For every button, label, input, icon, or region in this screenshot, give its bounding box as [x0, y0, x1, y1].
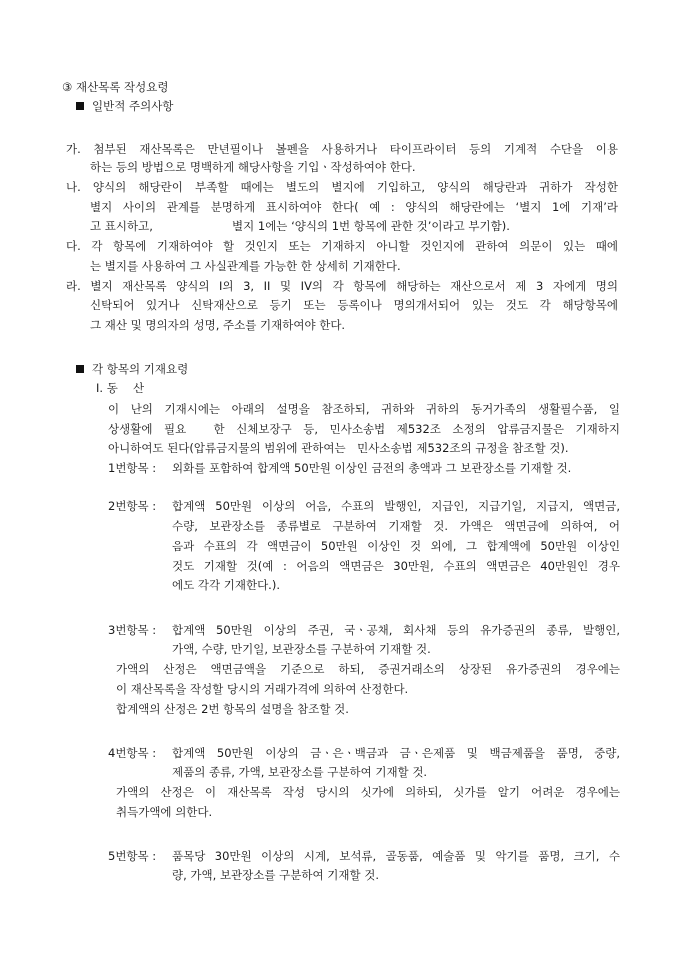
movables-heading: I. 동 산 — [96, 381, 145, 395]
note-da-line-1: 다. 각 항목에 기재하여야 할 것인지 또는 기재하지 아니할 것인지에 관하여 의문이 있는 때에 — [66, 239, 618, 253]
item4-text-line-2: 제품의 종류, 가액, 보관장소를 구분하여 기재할 것. — [172, 765, 428, 779]
item2-label: 2번항목 : — [108, 499, 157, 513]
note-da-line-2: 는 별지를 사용하여 그 사실관계를 가능한 한 상세히 기재한다. — [90, 259, 401, 273]
movables-intro-line-2: 상생활에 필요 한 신체보장구 등, 민사소송법 제532조 소정의 압류금지물은 기재하지 — [108, 422, 620, 436]
note-na-line-3a: 고 표시하고, — [90, 219, 153, 233]
item2-text-line-4: 것도 기재할 것(예 : 어음의 액면금은 30만원, 수표의 액면금은 40만원인 경우 — [172, 559, 620, 573]
item1-label: 1번항목 : — [108, 461, 157, 475]
item3-note-line-1: 가액의 산정은 액면금액을 기준으로 하되, 증권거래소의 상장된 유가증권의 경우에는 — [116, 662, 620, 676]
items-section-title: 각 항목의 기재요령 — [76, 361, 188, 377]
item2-text-line-3: 음과 수표의 각 액면금이 50만원 이상인 것 외에, 그 합계액에 50만원 이상인 — [172, 539, 620, 553]
note-na-line-2: 별지 사이의 관계를 분명하게 표시하여야 한다( 예 : 양식의 해당란에는 ‘별지 1에 기재’라 — [90, 200, 618, 214]
square-bullet-icon — [76, 365, 84, 373]
item4-note-line-1: 가액의 산정은 이 재산목록 작성 당시의 싯가에 의하되, 싯가를 알기 어려운 경우에는 — [116, 785, 620, 799]
item3-text-line-2: 가액, 수량, 만기일, 보관장소를 구분하여 기재할 것. — [172, 642, 431, 656]
item5-text-line-1: 품목당 30만원 이상의 시계, 보석류, 골동품, 예술품 및 악기를 품명, 크기, 수 — [172, 849, 620, 863]
movables-intro-line-3: 아니하여도 된다(압류금지물의 범위에 관하여는 민사소송법 제532조의 규정을 참조할 것). — [108, 441, 569, 455]
item2-text-line-1: 합계액 50만원 이상의 어음, 수표의 발행인, 지급인, 지급기일, 지급지, 액면금, — [172, 499, 620, 513]
square-bullet-icon — [76, 102, 84, 110]
item5-label: 5번항목 : — [108, 849, 157, 863]
item2-text-line-5: 에도 각각 기재한다.). — [172, 578, 280, 592]
general-notes-title: 일반적 주의사항 — [76, 98, 173, 114]
item2-text-line-2: 수량, 보관장소를 종류별로 구분하여 기재할 것. 가액은 액면금에 의하여, 어 — [172, 519, 620, 533]
movables-intro-line-1: 이 난의 기재시에는 아래의 설명을 참조하되, 귀하와 귀하의 동거가족의 생활필수품, 일 — [108, 402, 620, 416]
item3-label: 3번항목 : — [108, 623, 157, 637]
note-ra-line-3: 그 재산 및 명의자의 성명, 주소를 기재하여야 한다. — [90, 318, 346, 332]
item4-note-line-2: 취득가액에 의한다. — [116, 805, 213, 819]
item4-text-line-1: 합계액 50만원 이상의 금ㆍ은ㆍ백금과 금ㆍ은제품 및 백금제품을 품명, 중량, — [172, 746, 620, 760]
section-heading: ③ 재산목록 작성요령 — [62, 80, 169, 94]
item4-label: 4번항목 : — [108, 746, 157, 760]
item1-text-line-1: 외화를 포함하여 합계액 50만원 이상인 금전의 총액과 그 보관장소를 기재할 것. — [172, 461, 572, 475]
note-ga-line-2: 하는 등의 방법으로 명백하게 해당사항을 기입ㆍ작성하여야 한다. — [90, 160, 416, 174]
note-ga-line-1: 가. 첨부된 재산목록은 만년필이나 볼펜을 사용하거나 타이프라이터 등의 기계적 수단을 이용 — [66, 142, 618, 156]
item5-text-line-2: 량, 가액, 보관장소를 구분하여 기재할 것. — [172, 868, 379, 882]
item3-note-line-3: 합계액의 산정은 2번 항목의 설명을 참조할 것. — [116, 702, 349, 716]
note-na-line-3b: 별지 1에는 ‘양식의 1번 항목에 관한 것’이라고 부기함). — [232, 219, 510, 233]
note-na-line-1: 나. 양식의 해당란이 부족할 때에는 별도의 별지에 기입하고, 양식의 해당란과 귀하가 작성한 — [66, 180, 618, 194]
note-ra-line-1: 라. 별지 재산목록 양식의 I의 3, II 및 IV의 각 항목에 해당하는 재산으로서 제 3 자에게 명의 — [66, 279, 618, 293]
item3-text-line-1: 합계액 50만원 이상의 주권, 국ㆍ공채, 회사채 등의 유가증권의 종류, 발행인, — [172, 623, 620, 637]
note-ra-line-2: 신탁되어 있거나 신탁재산으로 등기 또는 등록이나 명의개서되어 있는 것도 각 해당항목에 — [90, 298, 618, 312]
item3-note-line-2: 이 재산목록을 작성할 당시의 거래가격에 의하여 산정한다. — [116, 682, 409, 696]
